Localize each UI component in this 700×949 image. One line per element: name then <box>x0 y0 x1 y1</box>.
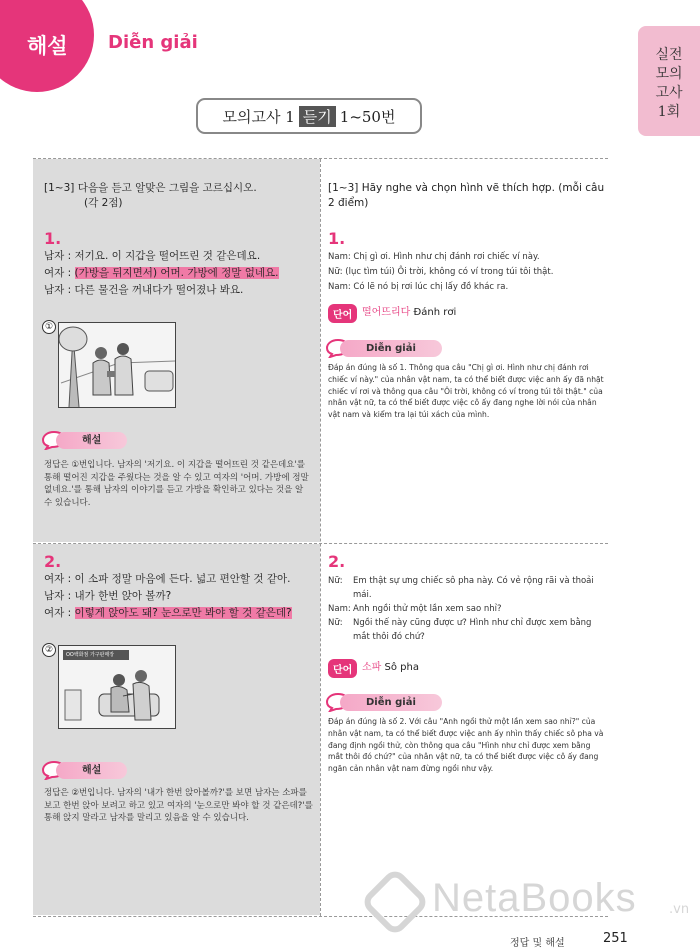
dialogue-line: Nam: Chị gì ơi. Hình như chị đánh rơi chiếc ví này. <box>328 252 540 262</box>
side-tab[interactable] <box>638 26 700 136</box>
vocab-word: 소파 <box>362 662 382 673</box>
explain-badge: Diễn giải <box>340 340 442 357</box>
vocab-tag: 단어 <box>328 304 357 323</box>
question-number: 2. <box>328 552 346 571</box>
q1-explain-vi: Đáp án đúng là số 1. Thông qua câu "Chị gì ơi. Hình như chị đánh rơi chiếc ví này." của nhân vật nam, ta có thể biết được việc anh ấy đã nhặt chiếc ví rơi và thông qua câu "Ôi trời, không có ví trong túi tôi thật." của nhân vật nữ, ta có thể biết được việc cô ấy đang nghe lời nói của nhân vật nam và kiểm tra lại túi xách của mình. <box>328 363 604 420</box>
footer-text: 정답 및 해설 <box>510 938 565 949</box>
speaker: 남자 : <box>44 284 72 296</box>
dialogue-line <box>44 572 319 587</box>
vocab-entry <box>362 305 456 320</box>
speaker: 여자 : <box>44 267 72 279</box>
dialogue-line <box>44 266 319 281</box>
side-tab-line: 실전 <box>655 47 683 63</box>
header-label-ko: 해설 <box>27 34 68 58</box>
instruction-vi: [1~3] Hãy nghe và chọn hình vẽ thích hợp. (mỗi câu 2 điểm) <box>328 182 605 209</box>
instruction-ko-line1: [1~3] 다음을 듣고 알맞은 그림을 고르십시오. <box>44 182 257 194</box>
line-text: 다른 물건을 꺼내다가 떨어졌나 봐요. <box>74 284 244 296</box>
option-number: ② <box>42 643 56 657</box>
speaker: 여자 : <box>44 607 72 619</box>
q1-illustration-svg <box>59 323 175 407</box>
watermark-logo-icon <box>360 867 431 938</box>
q1-explain-ko: 정답은 ①번입니다. 남자의 '저기요. 이 지갑을 떨어뜨린 것 같은데요'를 통해 떨어진 지갑을 주웠다는 것을 알 수 있고 여자의 '어머. 가방에 정말 없네요.'를 통해 남자의 이야기를 듣고 가방을 확인하고 있다는 것을 알 수 있습니다. <box>44 460 309 508</box>
vocab-entry <box>362 660 419 675</box>
line-text: 이 소파 정말 마음에 든다. 넓고 편안할 것 같아. <box>74 573 291 585</box>
dialogue-line: Nam: Có lẽ nó bị rơi lúc chị lấy đồ khác ra. <box>328 282 509 292</box>
option-number: ① <box>42 320 56 334</box>
question-number: 2. <box>44 552 62 571</box>
q2-illustration <box>58 645 176 729</box>
line-text: 내가 한번 앉아 볼까? <box>74 590 172 602</box>
dialogue-line <box>328 616 608 644</box>
q1-illustration <box>58 322 176 408</box>
speaker: 남자 : <box>44 250 72 262</box>
q1-dialogue-vi <box>328 250 608 295</box>
line-text: Anh ngồi thử một lần xem sao nhỉ? <box>353 604 502 614</box>
vocab-meaning: Sô pha <box>384 662 419 673</box>
explain-badge: Diễn giải <box>340 694 442 711</box>
q2-dialogue-ko <box>44 572 319 621</box>
q2-explain-vi: Đáp án đúng là số 2. Với câu "Anh ngồi thử một lần xem sao nhỉ?" của nhân vật nam, ta có thể biết được việc anh ấy nhìn thấy chiếc sô pha và đang định ngồi thử, còn thông qua câu "Hình như chỉ được xem bằng mắt thôi đó chứ?" của nhân vật nữ, ta có thể biết được việc cô ấy đang ngăn cản nhân vật nam đừng ngồi như vậy. <box>328 717 604 774</box>
question-number: 1. <box>328 229 346 248</box>
page-number: 251 <box>603 931 628 946</box>
line-text: 저기요. 이 지갑을 떨어뜨린 것 같은데요. <box>74 250 261 262</box>
dialogue-line <box>44 249 319 264</box>
dialogue-line <box>44 283 319 298</box>
watermark-suffix: .vn <box>669 902 690 917</box>
speaker: 여자 : <box>44 573 72 585</box>
q2-explain-ko: 정답은 ②번입니다. 남자의 '내가 한번 앉아볼까?'를 보면 남자는 소파를 보고 한번 앉아 보려고 하고 있고 여자의 '눈으로만 봐야 할 것 같은데?'를 통해 앉지 말라고 남자를 말리고 있음을 알 수 있습니다. <box>44 788 313 823</box>
instruction-ko <box>44 181 314 211</box>
dialogue-line <box>44 589 319 604</box>
instruction-ko-line2: (각 2점) <box>84 197 123 209</box>
line-text: Em thật sự ưng chiếc sô pha này. Có vẻ rộng rãi và thoải mái. <box>353 576 594 600</box>
explain-badge: 해설 <box>56 762 127 779</box>
line-text: Ngồi thế này cũng được ư? Hình như chỉ được xem bằng mắt thôi đó chứ? <box>353 618 592 642</box>
column-divider <box>320 159 321 916</box>
dialogue-line <box>328 574 608 602</box>
side-tab-line: 모의 <box>655 66 683 82</box>
title-highlight: 듣기 <box>299 106 336 127</box>
header-label-vi: Diễn giải <box>108 32 198 53</box>
vocab-word: 떨어뜨리다 <box>362 307 411 318</box>
page-title <box>196 98 422 134</box>
watermark-text: NetaBooks <box>432 876 637 920</box>
line-highlight: (가방을 뒤지면서) 어머. 가방에 정말 없네요. <box>74 267 279 279</box>
question-number: 1. <box>44 229 62 248</box>
speaker: Nữ: <box>328 618 343 628</box>
speaker: Nữ: <box>328 576 343 586</box>
q2-dialogue-vi <box>328 574 608 644</box>
title-pre: 모의고사 1 <box>222 107 295 126</box>
side-tab-line: 1회 <box>657 104 681 120</box>
side-tab-line: 고사 <box>655 85 683 101</box>
explain-badge: 해설 <box>56 432 127 449</box>
vocab-tag: 단어 <box>328 659 357 678</box>
speaker: Nam: <box>328 604 351 614</box>
title-post: 1~50번 <box>339 107 396 126</box>
dialogue-line <box>44 606 319 621</box>
speaker: 남자 : <box>44 590 72 602</box>
q1-dialogue-ko <box>44 249 319 298</box>
vocab-meaning: Đánh rơi <box>413 307 457 318</box>
dialogue-line <box>328 602 608 616</box>
dialogue-line: Nữ: (lục tìm túi) Ôi trời, không có ví trong túi tôi thật. <box>328 267 554 277</box>
line-highlight: 이렇게 앉아도 돼? 눈으로만 봐야 할 것 같은데? <box>74 607 292 619</box>
store-sign: OO백화점 가구판매장 <box>63 650 129 660</box>
